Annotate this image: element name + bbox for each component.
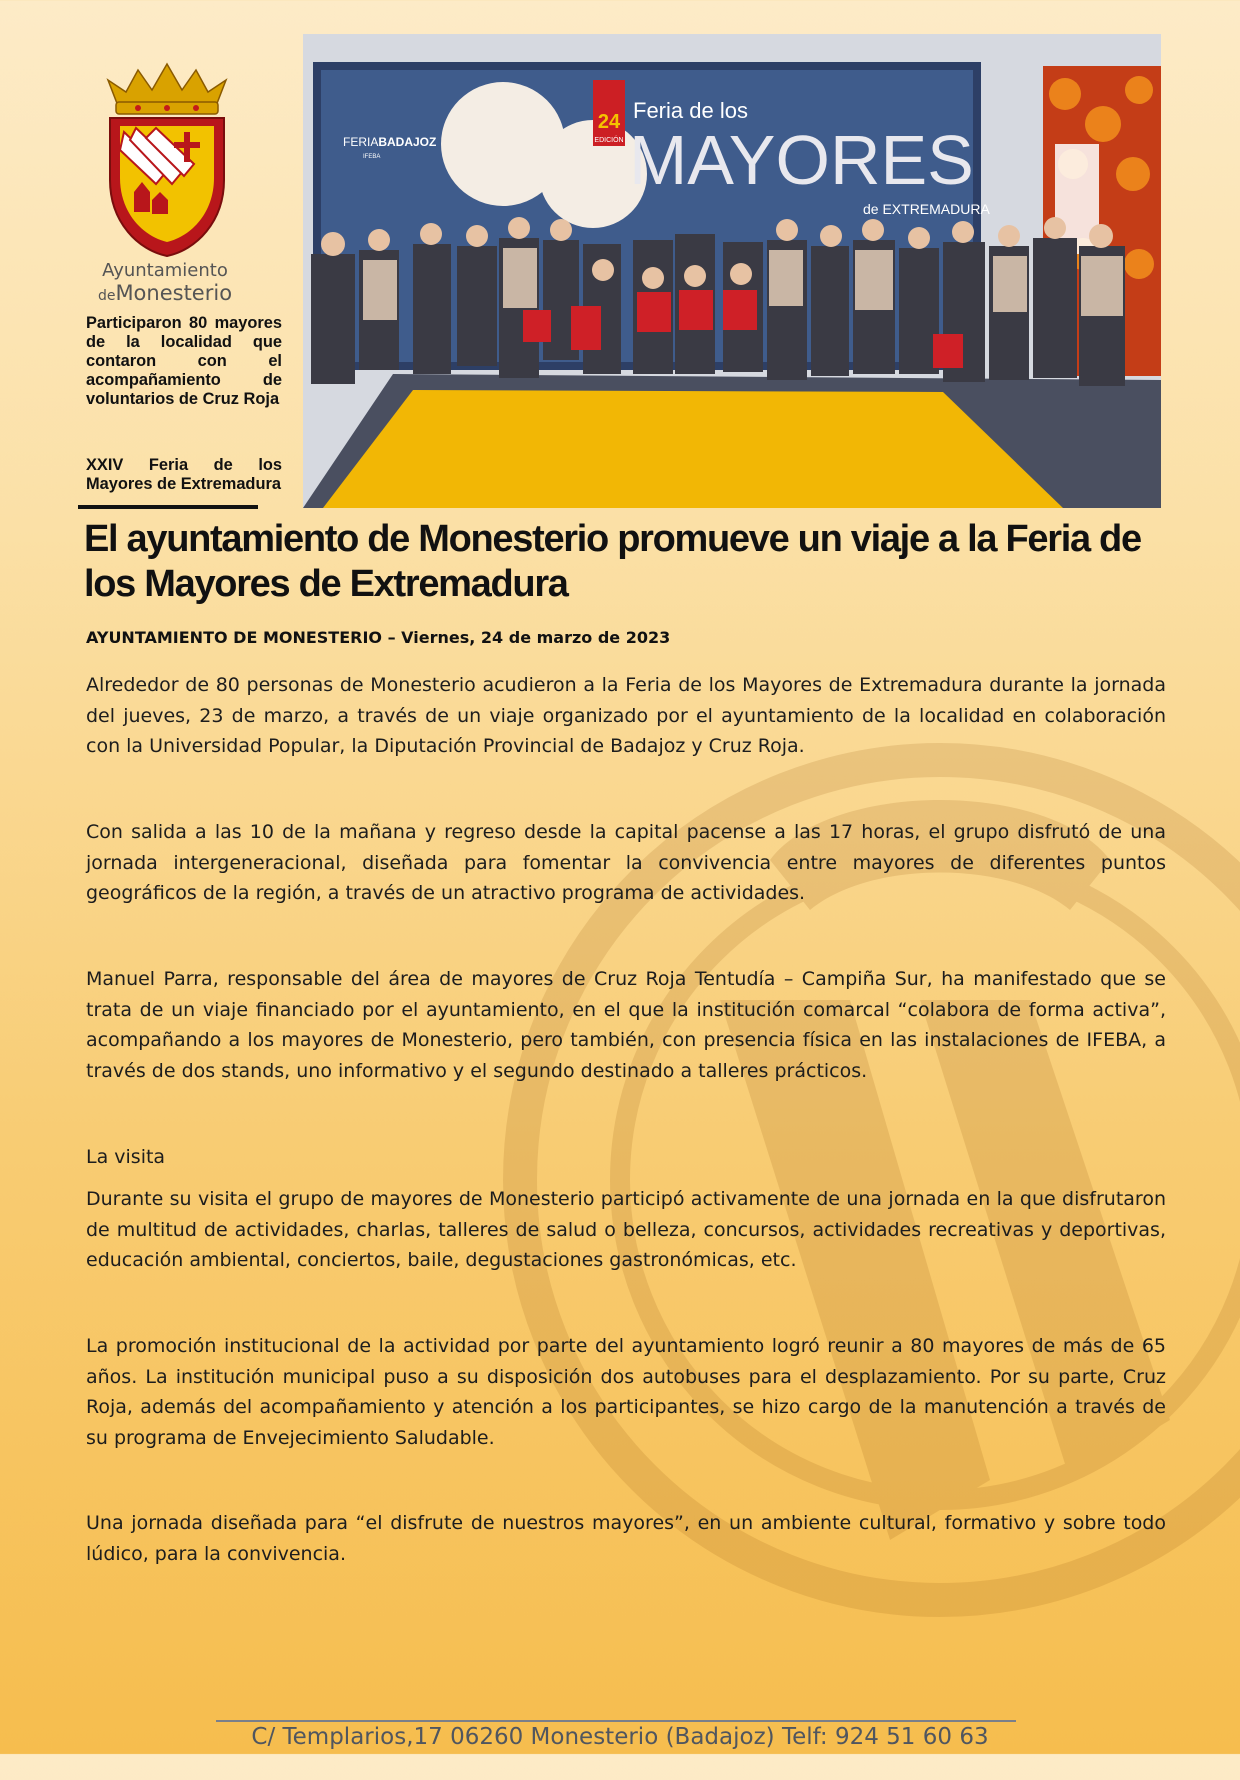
svg-text:FERIABADAJOZ	[343, 135, 436, 149]
crest-name-prefix: de	[97, 288, 116, 304]
brand-prefix: FERIA	[343, 135, 379, 149]
edition-number: 24	[597, 111, 621, 133]
banner-prefix: Feria de los	[633, 98, 748, 123]
article-headline: El ayuntamiento de Monesterio promueve un viaje a la Feria de los Mayores de Extremadura	[84, 518, 1141, 605]
event-caption: XXIV Feria de los Mayores de Extremadura	[86, 456, 282, 493]
footer-address: C/ Templarios,17 06260 Monesterio (Badajoz) Telf: 924 51 60 63	[251, 1724, 989, 1750]
crest-name	[80, 260, 250, 307]
footer-divider	[216, 1720, 1016, 1722]
article-subheading: La visita	[86, 1146, 166, 1168]
group-photo	[303, 34, 1161, 508]
crest-name-line2: Monesterio	[115, 281, 233, 305]
photo-caption: Participaron 80 mayores de la localidad que contaron con el acompañamiento de voluntarios de Cruz Roja	[86, 314, 282, 408]
banner-suffix: de EXTREMADURA	[863, 201, 990, 217]
brand-sub: IFEBA	[363, 154, 381, 160]
article-paragraph-6: Una jornada diseñada para “el disfrute de nuestros mayores”, en un ambiente cultural, formativo y sobre todo lúdico, para la convivencia.	[86, 1512, 1166, 1565]
article-paragraph-5: La promoción institucional de la actividad por parte del ayuntamiento logró reunir a 80 mayores de más de 65 años. La institución municipal puso a su disposición dos autobuses para el desplazamiento. Por su parte, Cruz Roja, además del acompañamiento y atención a los participantes, se hizo cargo de la manutención a través de su programa de Envejecimiento Saludable.	[86, 1335, 1166, 1449]
article-paragraph-4: Durante su visita el grupo de mayores de Monesterio participó activamente de una jornada en la que disfrutaron de multitud de actividades, charlas, talleres de salud o belleza, concursos, actividades recreativas y deportivas, educación ambiental, conciertos, baile, degustaciones gastronómicas, etc.	[86, 1188, 1166, 1271]
article-byline: AYUNTAMIENTO DE MONESTERIO – Viernes, 24 de marzo de 2023	[86, 628, 671, 647]
caption-divider	[78, 505, 258, 509]
article-paragraph-2: Con salida a las 10 de la mañana y regreso desde la capital pacense a las 17 horas, el grupo disfrutó de una jornada intergeneracional, diseñada para fomentar la convivencia entre mayores de diferentes puntos geográficos de la región, a través de un atractivo programa de actividades.	[86, 821, 1166, 904]
banner-title: MAYORES	[629, 121, 974, 199]
edition-label: EDICIÓN	[594, 137, 624, 144]
brand-name: BADAJOZ	[378, 135, 437, 149]
article-paragraph-1: Alrededor de 80 personas de Monesterio acudieron a la Feria de los Mayores de Extremadura durante la jornada del jueves, 23 de marzo, a través de un viaje organizado por el ayuntamiento de la localidad en colaboración con la Universidad Popular, la Diputación Provincial de Badajoz y Cruz Roja.	[86, 674, 1166, 757]
municipal-crest-logo	[96, 62, 238, 258]
crest-name-line1: Ayuntamiento	[102, 260, 228, 281]
article-paragraph-3: Manuel Parra, responsable del área de mayores de Cruz Roja Tentudía – Campiña Sur, ha manifestado que se trata de un viaje financiado por el ayuntamiento, en el que la institución comarcal “colabora de forma activa”, acompañando a los mayores de Monesterio, pero también, con presencia física en las instalaciones de IFEBA, a través de dos stands, uno informativo y el segundo destinado a talleres prácticos.	[86, 968, 1166, 1082]
